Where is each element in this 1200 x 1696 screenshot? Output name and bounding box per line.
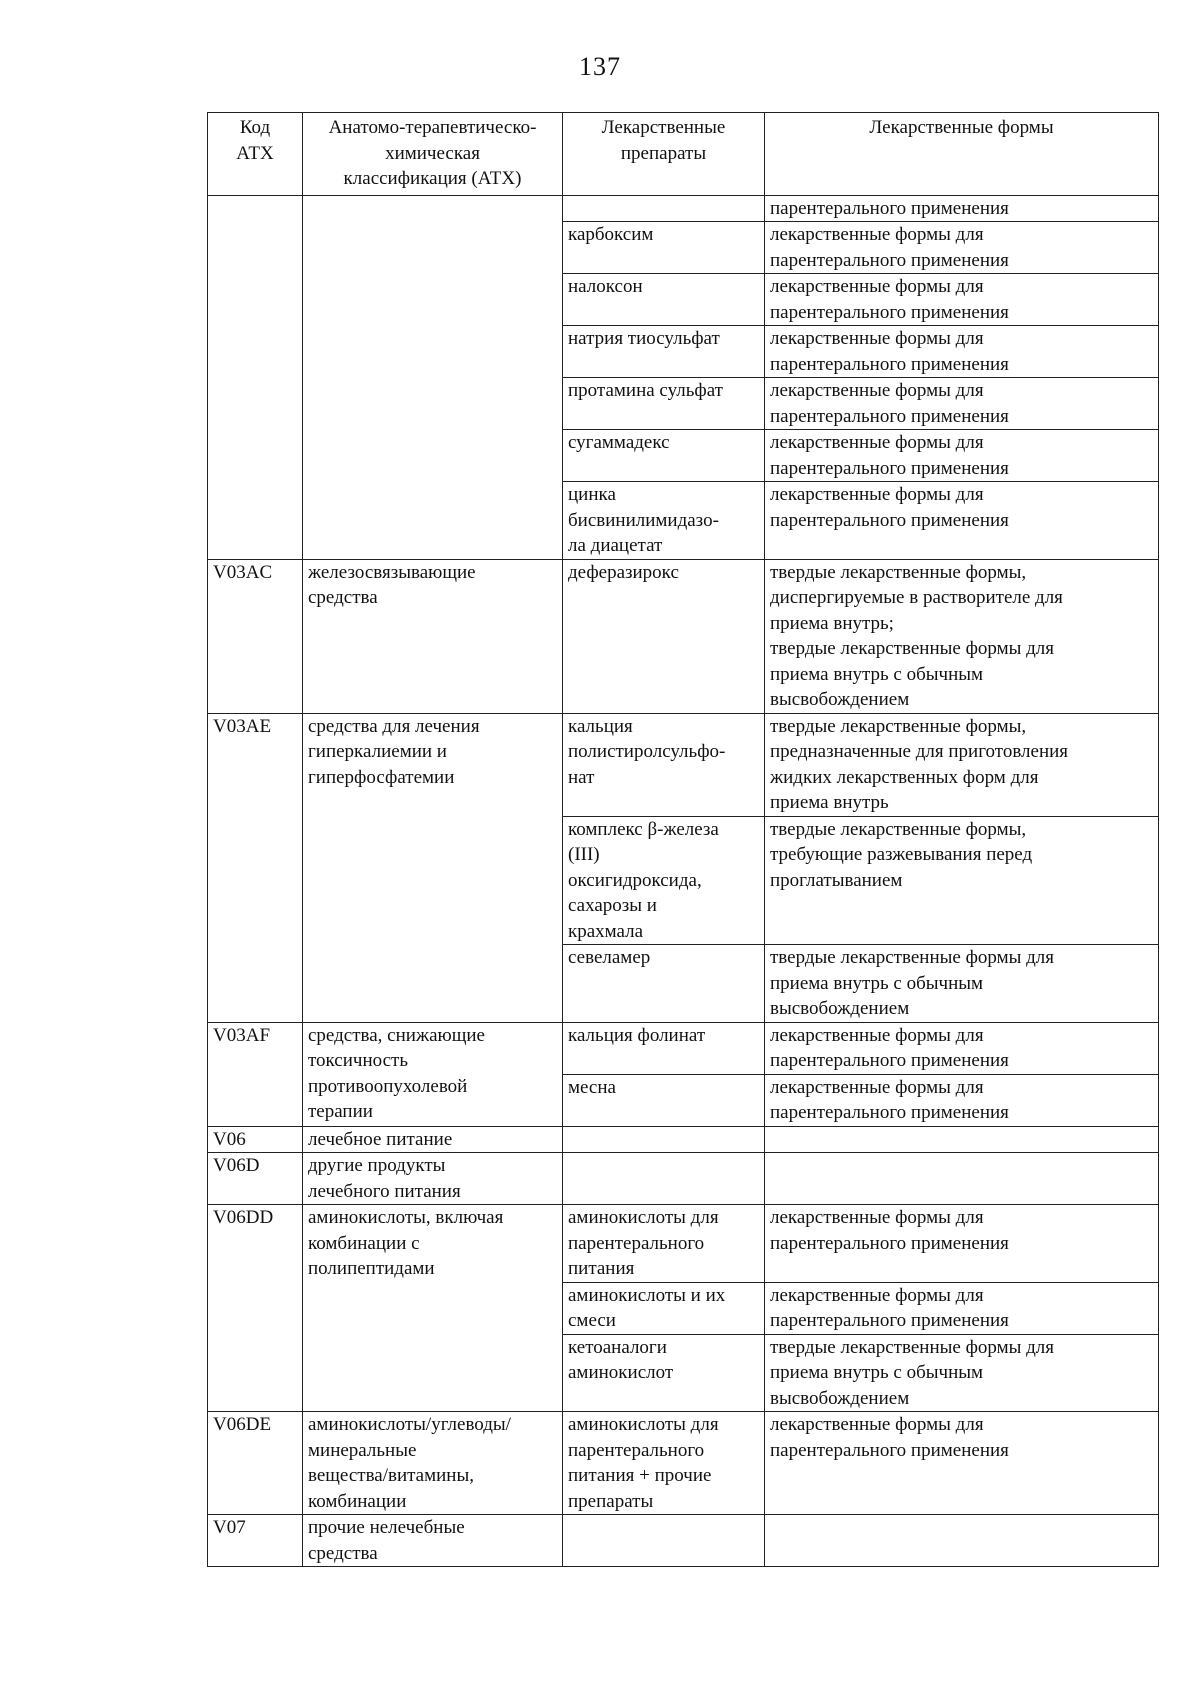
classification-cell bbox=[303, 559, 563, 713]
dosage-form: парентерального применения bbox=[770, 197, 1009, 219]
dosage-form-cell bbox=[765, 713, 1159, 816]
table-row bbox=[208, 559, 1159, 713]
dosage-form-cell bbox=[765, 1022, 1159, 1074]
table-row bbox=[208, 1126, 1159, 1153]
drug-name: натрия тиосульфат bbox=[568, 328, 720, 349]
classification-text: аминокислоты, включая комбинации с полипептидами bbox=[308, 1207, 504, 1279]
classification-text: аминокислоты/углеводы/ минеральные вещества/витамины, комбинации bbox=[308, 1414, 511, 1512]
atc-code-cell bbox=[208, 1126, 303, 1153]
dosage-form-cell bbox=[765, 195, 1159, 222]
atc-code-cell bbox=[208, 1515, 303, 1567]
atc-code: V03AC bbox=[213, 561, 273, 583]
classification-text: средства для лечения гиперкалиемии и гиперфосфатемии bbox=[308, 715, 480, 788]
dosage-form: лекарственные формы для парентерального применения bbox=[770, 1024, 1009, 1071]
atc-code: V07 bbox=[213, 1517, 246, 1538]
drug-cell bbox=[563, 222, 765, 274]
dosage-form-cell bbox=[765, 1334, 1159, 1412]
classification-cell bbox=[303, 1022, 563, 1126]
drug-cell bbox=[563, 945, 765, 1023]
dosage-form: твердые лекарственные формы, предназначенные для приготовления жидких лекарственных форм для приема внутрь bbox=[770, 715, 1069, 813]
dosage-form: лекарственные формы для парентерального применения bbox=[770, 484, 1009, 531]
atc-table bbox=[207, 112, 1159, 1567]
dosage-form-cell bbox=[765, 1412, 1159, 1515]
drug-name: месна bbox=[568, 1076, 616, 1098]
classification-cell bbox=[303, 713, 563, 1022]
dosage-form: лекарственные формы для парентерального применения bbox=[770, 1414, 1009, 1461]
dosage-form: лекарственные формы для парентерального применения bbox=[770, 1076, 1009, 1123]
drug-cell bbox=[563, 1515, 765, 1567]
atc-code: V03AF bbox=[213, 1024, 271, 1046]
atc-code: V06D bbox=[213, 1155, 260, 1176]
table-row bbox=[208, 195, 1159, 222]
drug-cell bbox=[563, 816, 765, 945]
drug-name: кальция фолинат bbox=[568, 1024, 706, 1046]
atc-code-cell bbox=[208, 195, 303, 559]
classification-text: другие продукты лечебного питания bbox=[308, 1155, 461, 1202]
classification-text: железосвязывающие средства bbox=[308, 561, 476, 608]
drug-cell bbox=[563, 195, 765, 222]
classification-text: средства, снижающие токсичность противоопухолевой терапии bbox=[308, 1024, 485, 1122]
dosage-form-cell bbox=[765, 1282, 1159, 1334]
atc-code-cell bbox=[208, 1205, 303, 1412]
dosage-form-cell bbox=[765, 1126, 1159, 1153]
dosage-form-cell bbox=[765, 559, 1159, 713]
drug-cell bbox=[563, 274, 765, 326]
drug-name: карбоксим bbox=[568, 224, 654, 245]
drug-name: севеламер bbox=[568, 947, 651, 968]
drug-name: деферазирокс bbox=[568, 561, 679, 583]
atc-code-cell bbox=[208, 1022, 303, 1126]
classification-text: лечебное питание bbox=[308, 1128, 453, 1150]
drug-name: налоксон bbox=[568, 276, 643, 297]
atc-code: V06DD bbox=[213, 1207, 274, 1228]
dosage-form: лекарственные формы для парентерального применения bbox=[770, 276, 1009, 323]
classification-cell bbox=[303, 195, 563, 559]
dosage-form-cell bbox=[765, 816, 1159, 945]
drug-cell bbox=[563, 326, 765, 378]
atc-code: V06 bbox=[213, 1128, 246, 1150]
dosage-form-cell bbox=[765, 222, 1159, 274]
drug-name: сугаммадекс bbox=[568, 432, 670, 453]
table-row bbox=[208, 1515, 1159, 1567]
drug-name: кетоаналоги аминокислот bbox=[568, 1336, 674, 1383]
drug-cell bbox=[563, 1334, 765, 1412]
drug-name: аминокислоты для парентерального питания bbox=[568, 1207, 719, 1279]
dosage-form: лекарственные формы для парентерального применения bbox=[770, 1207, 1009, 1254]
dosage-form-cell bbox=[765, 1515, 1159, 1567]
drug-name: комплекс β-железа (III) оксигидроксида, сахарозы и крахмала bbox=[568, 818, 719, 942]
drug-name: кальция полистиролсульфо- нат bbox=[568, 715, 726, 788]
dosage-form-cell bbox=[765, 945, 1159, 1023]
header-drugs: Лекарственные препараты bbox=[563, 113, 765, 196]
classification-cell bbox=[303, 1153, 563, 1205]
dosage-form-cell bbox=[765, 482, 1159, 560]
drug-cell bbox=[563, 1153, 765, 1205]
table-header-row bbox=[208, 113, 1159, 196]
table-row bbox=[208, 1153, 1159, 1205]
dosage-form: твердые лекарственные формы для приема внутрь с обычным высвобождением bbox=[770, 1336, 1055, 1409]
dosage-form: лекарственные формы для парентерального применения bbox=[770, 380, 1009, 427]
dosage-form-cell bbox=[765, 1074, 1159, 1126]
dosage-form: лекарственные формы для парентерального применения bbox=[770, 224, 1009, 271]
drug-cell bbox=[563, 1074, 765, 1126]
table-row bbox=[208, 713, 1159, 816]
drug-cell bbox=[563, 1282, 765, 1334]
dosage-form: твердые лекарственные формы, требующие разжевывания перед проглатыванием bbox=[770, 818, 1033, 891]
table-row bbox=[208, 1205, 1159, 1283]
dosage-form: лекарственные формы для парентерального применения bbox=[770, 328, 1009, 375]
page-number: 137 bbox=[579, 52, 621, 81]
drug-cell bbox=[563, 482, 765, 560]
classification-cell bbox=[303, 1126, 563, 1153]
drug-cell bbox=[563, 713, 765, 816]
drug-cell bbox=[563, 1412, 765, 1515]
drug-cell bbox=[563, 430, 765, 482]
dosage-form-cell bbox=[765, 1153, 1159, 1205]
dosage-form: твердые лекарственные формы, диспергируемые в растворителе для приема внутрь; твердые лекарственные формы для приема внутрь с обычным высвобождением bbox=[770, 561, 1063, 710]
atc-code-cell bbox=[208, 559, 303, 713]
dosage-form-cell bbox=[765, 274, 1159, 326]
header-classification: Анатомо-терапевтическо- химическая классификация (АТХ) bbox=[303, 113, 563, 196]
drug-cell bbox=[563, 1022, 765, 1074]
drug-name: аминокислоты для парентерального питания + прочие препараты bbox=[568, 1414, 719, 1512]
dosage-form-cell bbox=[765, 326, 1159, 378]
table-row bbox=[208, 1022, 1159, 1074]
dosage-form: лекарственные формы для парентерального применения bbox=[770, 432, 1009, 479]
classification-text: прочие нелечебные средства bbox=[308, 1517, 465, 1564]
drug-name: аминокислоты и их смеси bbox=[568, 1284, 726, 1331]
atc-code-cell bbox=[208, 1153, 303, 1205]
dosage-form-cell bbox=[765, 378, 1159, 430]
classification-cell bbox=[303, 1205, 563, 1412]
atc-code-cell bbox=[208, 713, 303, 1022]
drug-cell bbox=[563, 378, 765, 430]
dosage-form: лекарственные формы для парентерального применения bbox=[770, 1284, 1009, 1331]
dosage-form-cell bbox=[765, 430, 1159, 482]
table-row bbox=[208, 1412, 1159, 1515]
atc-code-cell bbox=[208, 1412, 303, 1515]
classification-cell bbox=[303, 1412, 563, 1515]
dosage-form: твердые лекарственные формы для приема внутрь с обычным высвобождением bbox=[770, 947, 1055, 1019]
atc-code: V03AE bbox=[213, 715, 272, 737]
atc-code: V06DE bbox=[213, 1414, 272, 1435]
classification-cell bbox=[303, 1515, 563, 1567]
table-body bbox=[208, 195, 1159, 1567]
drug-name: протамина сульфат bbox=[568, 380, 723, 401]
drug-cell bbox=[563, 1205, 765, 1283]
drug-cell bbox=[563, 1126, 765, 1153]
drug-cell bbox=[563, 559, 765, 713]
drug-name: цинка бисвинилимидазо- ла диацетат bbox=[568, 484, 719, 556]
header-code: Код АТХ bbox=[208, 113, 303, 196]
header-forms: Лекарственные формы bbox=[765, 113, 1159, 196]
dosage-form-cell bbox=[765, 1205, 1159, 1283]
